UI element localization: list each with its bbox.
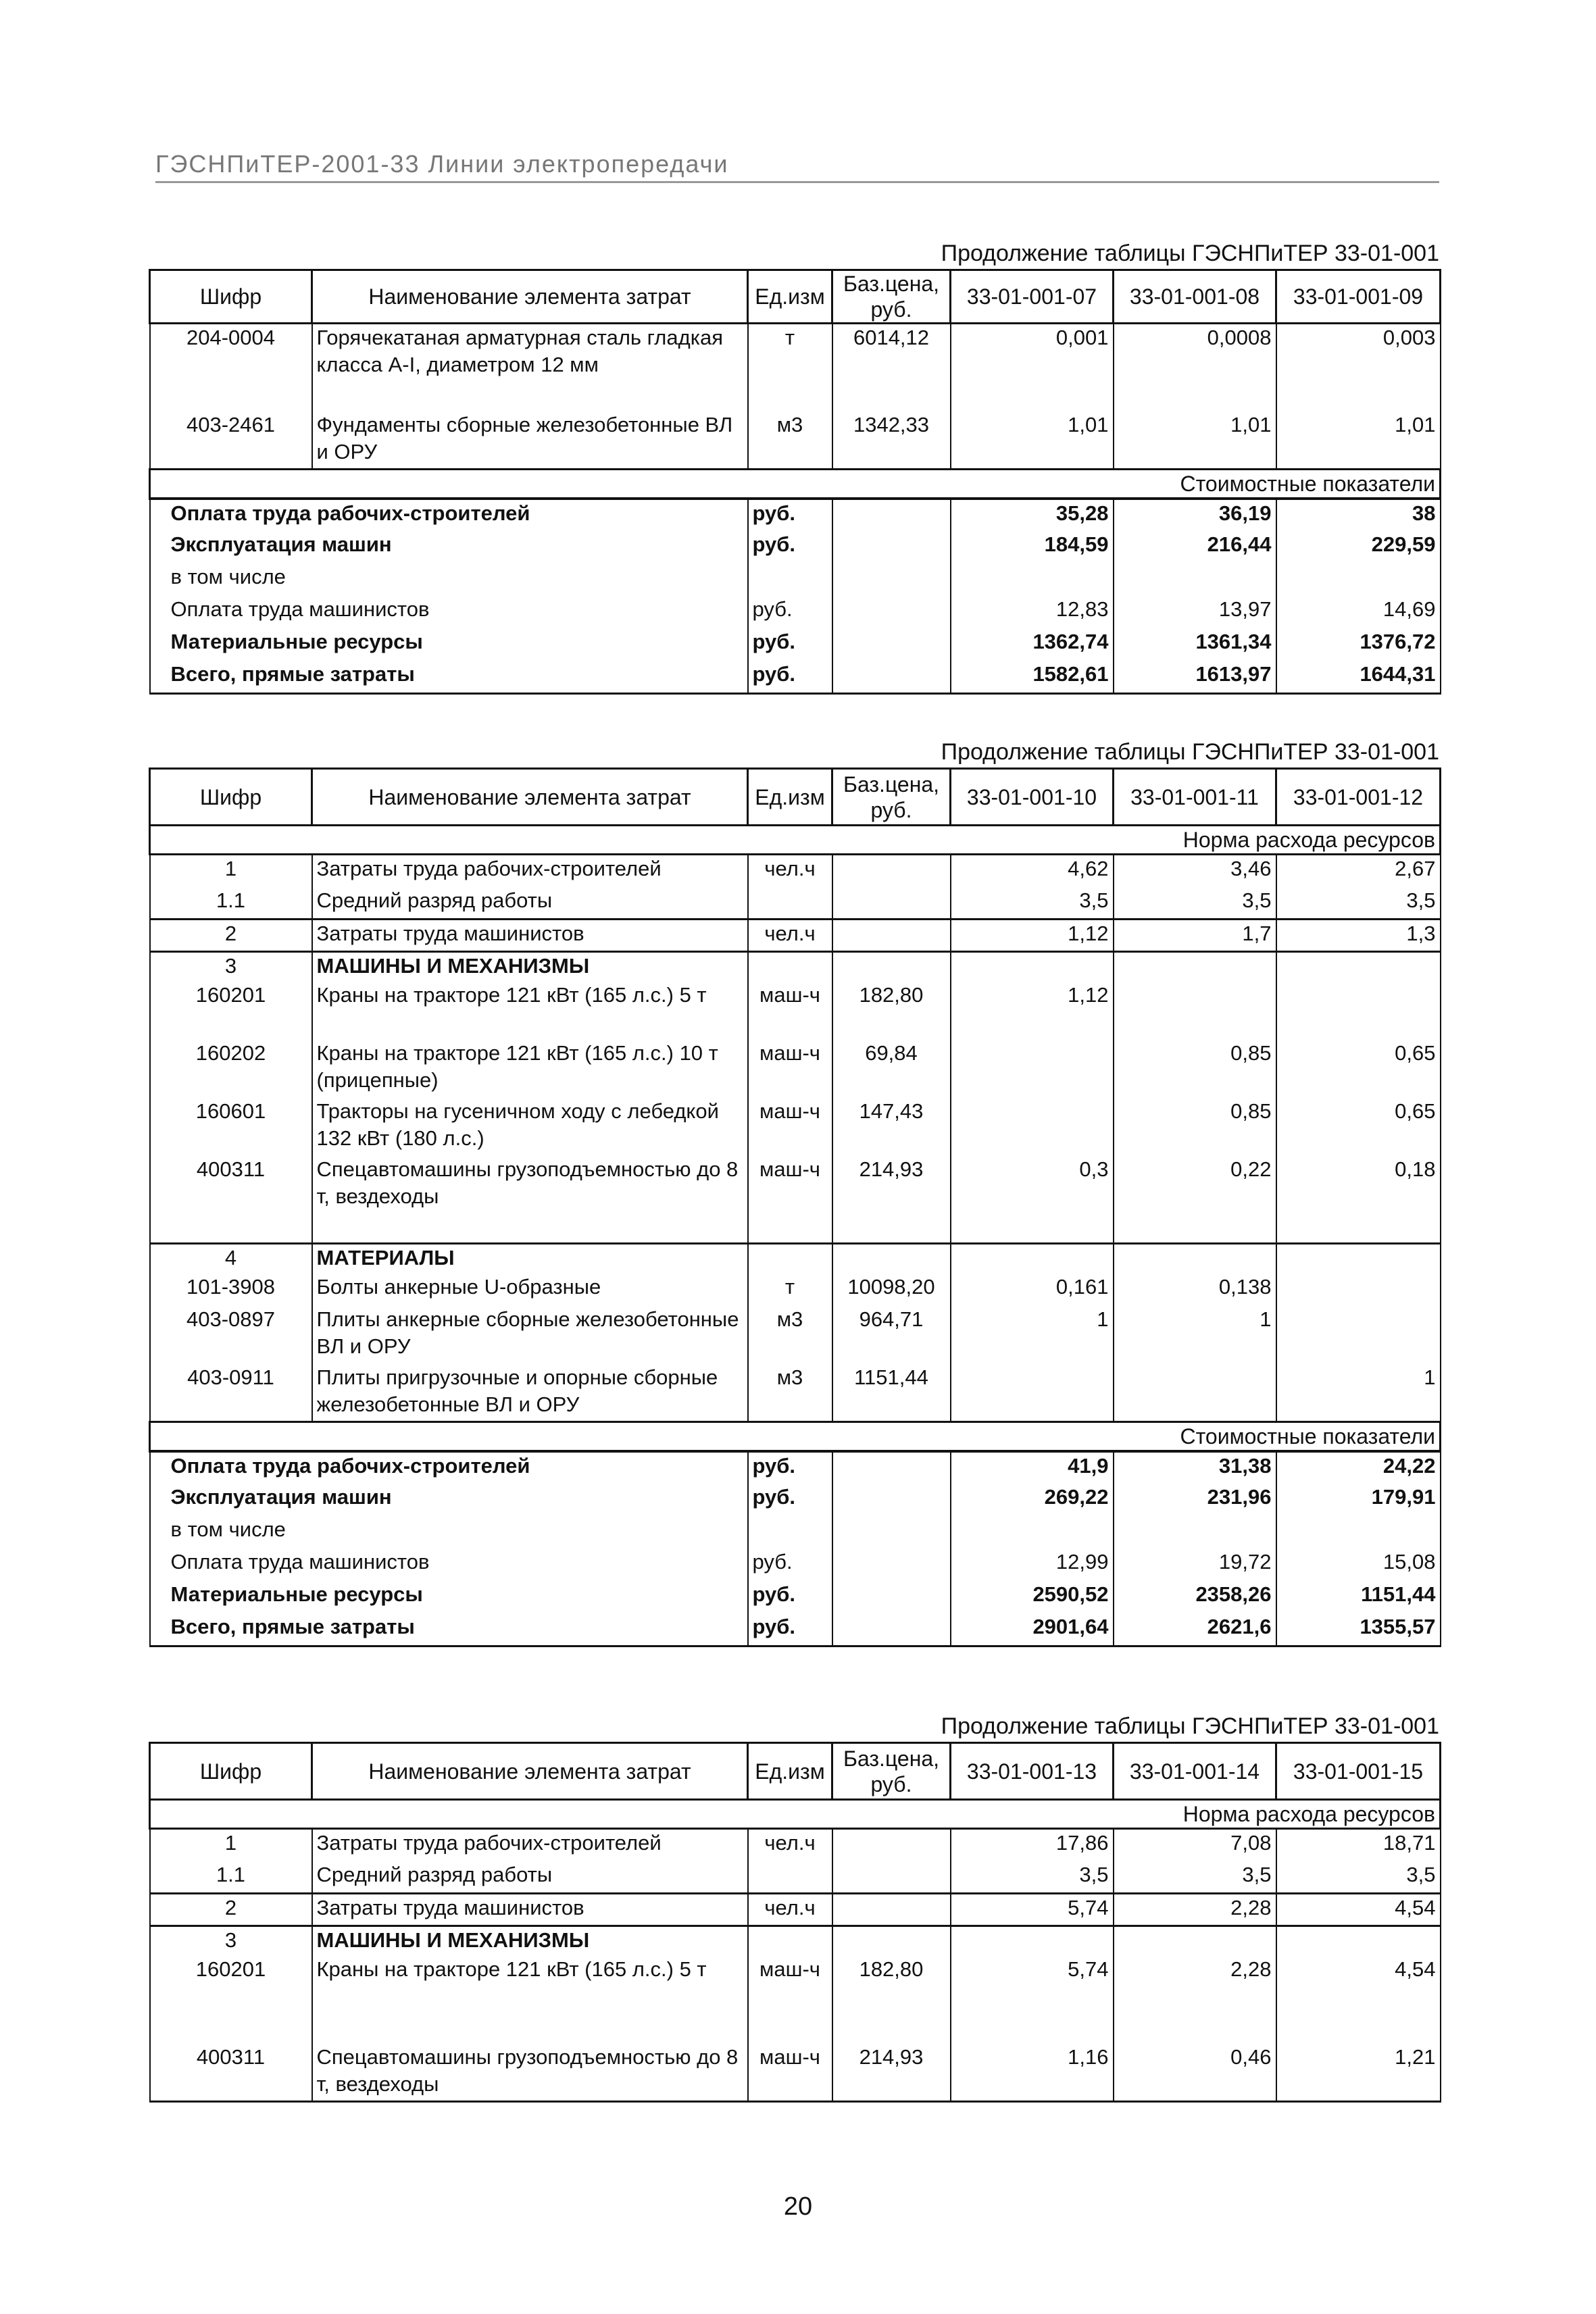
row-unit: т	[748, 1274, 832, 1306]
table-row	[150, 952, 1441, 982]
summary-unit	[748, 1516, 832, 1549]
row-unit: м3	[748, 411, 832, 470]
summary-value-3: 179,91	[1276, 1484, 1441, 1516]
summary-name: Эксплуатация машин	[150, 531, 748, 563]
row-value-1	[951, 952, 1114, 982]
row-price: 6014,12	[832, 324, 951, 411]
header-price: Баз.цена, руб.	[832, 769, 951, 826]
summary-value-2: 1613,97	[1114, 661, 1276, 693]
row-price: 147,43	[832, 1098, 951, 1156]
table-row	[150, 1861, 1441, 1894]
row-value-2	[1114, 982, 1276, 1040]
row-code: 4	[150, 1244, 312, 1274]
summary-value-2	[1114, 563, 1276, 596]
row-value-3: 3,5	[1276, 1861, 1441, 1894]
row-value-2: 1	[1114, 1306, 1276, 1364]
row-unit: маш-ч	[748, 982, 832, 1040]
table-block-3	[149, 1711, 1439, 2103]
row-value-3	[1276, 1274, 1441, 1306]
summary-unit: руб.	[748, 1484, 832, 1516]
summary-price	[832, 499, 951, 531]
row-unit: т	[748, 324, 832, 411]
table-row	[150, 1829, 1441, 1861]
summary-value-1: 41,9	[951, 1451, 1114, 1484]
summary-value-3: 14,69	[1276, 596, 1441, 628]
header-col-2: 33-01-001-11	[1114, 769, 1276, 826]
row-code: 1	[150, 1829, 312, 1861]
summary-name: Материальные ресурсы	[150, 1581, 748, 1613]
summary-value-1	[951, 1516, 1114, 1549]
running-header: ГЭСНПиТЕР-2001-33 Линии электропередачи	[155, 150, 1439, 183]
row-name: МАШИНЫ И МЕХАНИЗМЫ	[312, 1926, 748, 1956]
row-value-3: 0,003	[1276, 324, 1441, 411]
summary-value-2: 1361,34	[1114, 628, 1276, 661]
row-value-3: 0,18	[1276, 1156, 1441, 1244]
summary-value-3: 15,08	[1276, 1549, 1441, 1581]
summary-value-1: 1582,61	[951, 661, 1114, 693]
row-code: 160201	[150, 982, 312, 1040]
header-col-1: 33-01-001-07	[951, 270, 1114, 324]
summary-value-3: 1151,44	[1276, 1581, 1441, 1613]
table-row	[150, 1894, 1441, 1926]
table-row	[150, 982, 1441, 1040]
row-value-3: 4,54	[1276, 1956, 1441, 2044]
summary-unit: руб.	[748, 628, 832, 661]
row-price	[832, 1244, 951, 1274]
header-unit: Ед.изм	[748, 769, 832, 826]
table-row	[150, 411, 1441, 470]
row-code: 160202	[150, 1040, 312, 1098]
summary-value-3: 1355,57	[1276, 1613, 1441, 1646]
row-code: 101-3908	[150, 1274, 312, 1306]
header-name: Наименование элемента затрат	[312, 1743, 748, 1800]
summary-name: Всего, прямые затраты	[150, 661, 748, 693]
table-row	[150, 1098, 1441, 1156]
summary-price	[832, 628, 951, 661]
summary-row	[150, 499, 1441, 531]
table-row	[150, 1956, 1441, 2044]
row-name: Краны на тракторе 121 кВт (165 л.с.) 5 т	[312, 1956, 748, 2044]
summary-unit: руб.	[748, 531, 832, 563]
summary-unit: руб.	[748, 1613, 832, 1646]
table-row	[150, 887, 1441, 920]
row-price: 69,84	[832, 1040, 951, 1098]
row-price: 182,80	[832, 1956, 951, 2044]
row-value-2: 0,22	[1114, 1156, 1276, 1244]
row-value-1: 1,01	[951, 411, 1114, 470]
row-name: Плиты пригрузочные и опорные сборные железобетонные ВЛ и ОРУ	[312, 1364, 748, 1422]
row-value-1	[951, 1926, 1114, 1956]
row-value-2	[1114, 1364, 1276, 1422]
row-name: Затраты труда рабочих-строителей	[312, 855, 748, 887]
row-price	[832, 1926, 951, 1956]
row-unit: чел.ч	[748, 1894, 832, 1926]
row-price: 964,71	[832, 1306, 951, 1364]
summary-price	[832, 1549, 951, 1581]
row-price: 214,93	[832, 1156, 951, 1244]
header-name: Наименование элемента затрат	[312, 769, 748, 826]
row-value-3: 2,67	[1276, 855, 1441, 887]
summary-row	[150, 1613, 1441, 1646]
summary-value-1: 184,59	[951, 531, 1114, 563]
row-value-1: 1,12	[951, 920, 1114, 952]
row-name: Плиты анкерные сборные железобетонные ВЛ и ОРУ	[312, 1306, 748, 1364]
row-name: МАТЕРИАЛЫ	[312, 1244, 748, 1274]
header-col-3: 33-01-001-15	[1276, 1743, 1441, 1800]
row-code: 400311	[150, 2044, 312, 2102]
summary-row	[150, 531, 1441, 563]
summary-price	[832, 563, 951, 596]
row-value-3: 0,65	[1276, 1098, 1441, 1156]
table-row	[150, 324, 1441, 411]
table-block-2	[149, 736, 1439, 1647]
summary-value-2: 231,96	[1114, 1484, 1276, 1516]
summary-value-1: 12,83	[951, 596, 1114, 628]
row-value-1: 0,3	[951, 1156, 1114, 1244]
row-unit: чел.ч	[748, 855, 832, 887]
summary-value-2	[1114, 1516, 1276, 1549]
row-name: Средний разряд работы	[312, 1861, 748, 1894]
row-unit: м3	[748, 1306, 832, 1364]
row-value-3	[1276, 982, 1441, 1040]
row-price: 1151,44	[832, 1364, 951, 1422]
header-col-3: 33-01-001-12	[1276, 769, 1441, 826]
row-value-3: 4,54	[1276, 1894, 1441, 1926]
header-col-3: 33-01-001-09	[1276, 270, 1441, 324]
row-unit: м3	[748, 1364, 832, 1422]
row-price	[832, 1894, 951, 1926]
row-price	[832, 920, 951, 952]
summary-value-3: 229,59	[1276, 531, 1441, 563]
header-col-2: 33-01-001-08	[1114, 270, 1276, 324]
summary-row	[150, 563, 1441, 596]
row-code: 403-2461	[150, 411, 312, 470]
row-value-2: 1,01	[1114, 411, 1276, 470]
row-code: 1.1	[150, 1861, 312, 1894]
row-value-1: 1,16	[951, 2044, 1114, 2102]
summary-price	[832, 531, 951, 563]
row-value-3: 3,5	[1276, 887, 1441, 920]
row-name: Затраты труда рабочих-строителей	[312, 1829, 748, 1861]
row-code: 2	[150, 1894, 312, 1926]
summary-value-2: 2358,26	[1114, 1581, 1276, 1613]
summary-value-1: 2901,64	[951, 1613, 1114, 1646]
summary-row	[150, 596, 1441, 628]
row-value-3: 1,21	[1276, 2044, 1441, 2102]
summary-name: Оплата труда машинистов	[150, 1549, 748, 1581]
row-value-1: 4,62	[951, 855, 1114, 887]
row-value-3: 1	[1276, 1364, 1441, 1422]
row-value-1: 17,86	[951, 1829, 1114, 1861]
row-unit: маш-ч	[748, 1956, 832, 2044]
table-row	[150, 920, 1441, 952]
summary-value-2: 2621,6	[1114, 1613, 1276, 1646]
page-number: 20	[783, 2192, 813, 2221]
row-value-1: 3,5	[951, 887, 1114, 920]
row-name: Краны на тракторе 121 кВт (165 л.с.) 5 т	[312, 982, 748, 1040]
row-unit: маш-ч	[748, 2044, 832, 2102]
summary-row	[150, 661, 1441, 693]
summary-price	[832, 1581, 951, 1613]
header-name: Наименование элемента затрат	[312, 270, 748, 324]
row-code: 3	[150, 952, 312, 982]
resource-table-3	[149, 1742, 1441, 2103]
norm-section-label: Норма расхода ресурсов	[150, 1800, 1441, 1829]
row-price: 1342,33	[832, 411, 951, 470]
row-value-2: 0,85	[1114, 1098, 1276, 1156]
row-value-2	[1114, 1926, 1276, 1956]
header-unit: Ед.изм	[748, 1743, 832, 1800]
row-value-2: 3,5	[1114, 887, 1276, 920]
row-value-1: 0,161	[951, 1274, 1114, 1306]
row-code: 3	[150, 1926, 312, 1956]
summary-value-1: 1362,74	[951, 628, 1114, 661]
summary-unit: руб.	[748, 1581, 832, 1613]
table-caption: Продолжение таблицы ГЭСНПиТЕР 33-01-001	[941, 1713, 1439, 1739]
summary-price	[832, 1484, 951, 1516]
row-unit: маш-ч	[748, 1156, 832, 1244]
summary-name: в том числе	[150, 1516, 748, 1549]
row-name: Болты анкерные U-образные	[312, 1274, 748, 1306]
table-block-1	[149, 238, 1439, 695]
row-price	[832, 1829, 951, 1861]
table-caption: Продолжение таблицы ГЭСНПиТЕР 33-01-001	[941, 241, 1439, 266]
summary-value-3	[1276, 563, 1441, 596]
row-value-1: 1	[951, 1306, 1114, 1364]
summary-name: Оплата труда машинистов	[150, 596, 748, 628]
header-code: Шифр	[150, 270, 312, 324]
row-value-2	[1114, 1244, 1276, 1274]
row-unit: маш-ч	[748, 1040, 832, 1098]
row-value-3	[1276, 1306, 1441, 1364]
summary-name: в том числе	[150, 563, 748, 596]
row-value-2: 0,0008	[1114, 324, 1276, 411]
summary-name: Оплата труда рабочих-строителей	[150, 1451, 748, 1484]
summary-unit	[748, 563, 832, 596]
row-unit	[748, 1926, 832, 1956]
row-name: Средний разряд работы	[312, 887, 748, 920]
row-value-2: 0,85	[1114, 1040, 1276, 1098]
row-unit	[748, 1861, 832, 1894]
table-row	[150, 2044, 1441, 2102]
summary-value-2: 19,72	[1114, 1549, 1276, 1581]
summary-name: Всего, прямые затраты	[150, 1613, 748, 1646]
row-name: Фундаменты сборные железобетонные ВЛ и ОРУ	[312, 411, 748, 470]
row-price	[832, 1861, 951, 1894]
row-value-3	[1276, 1244, 1441, 1274]
row-value-1: 0,001	[951, 324, 1114, 411]
row-value-1: 5,74	[951, 1956, 1114, 2044]
norm-section-label: Норма расхода ресурсов	[150, 826, 1441, 855]
row-value-1	[951, 1244, 1114, 1274]
header-code: Шифр	[150, 769, 312, 826]
row-value-2: 7,08	[1114, 1829, 1276, 1861]
row-name: Затраты труда машинистов	[312, 1894, 748, 1926]
row-unit: чел.ч	[748, 920, 832, 952]
row-value-1: 1,12	[951, 982, 1114, 1040]
summary-value-3: 1376,72	[1276, 628, 1441, 661]
header-col-1: 33-01-001-13	[951, 1743, 1114, 1800]
row-code: 403-0897	[150, 1306, 312, 1364]
row-name: Спецавтомашины грузоподъемностью до 8 т, вездеходы	[312, 1156, 748, 1244]
resource-table-1	[149, 269, 1441, 695]
row-name: Спецавтомашины грузоподъемностью до 8 т, вездеходы	[312, 2044, 748, 2102]
summary-price	[832, 596, 951, 628]
row-unit: маш-ч	[748, 1098, 832, 1156]
summary-value-1: 2590,52	[951, 1581, 1114, 1613]
summary-value-3: 24,22	[1276, 1451, 1441, 1484]
row-value-2	[1114, 952, 1276, 982]
summary-row	[150, 1581, 1441, 1613]
table-row	[150, 1364, 1441, 1422]
summary-row	[150, 1484, 1441, 1516]
summary-name: Эксплуатация машин	[150, 1484, 748, 1516]
summary-price	[832, 1613, 951, 1646]
row-unit	[748, 1244, 832, 1274]
table-row	[150, 1156, 1441, 1244]
summary-unit: руб.	[748, 1451, 832, 1484]
row-unit	[748, 887, 832, 920]
row-value-3	[1276, 952, 1441, 982]
summary-value-2: 13,97	[1114, 596, 1276, 628]
table-row	[150, 1274, 1441, 1306]
summary-unit: руб.	[748, 596, 832, 628]
row-name: Тракторы на гусеничном ходу с лебедкой 132 кВт (180 л.с.)	[312, 1098, 748, 1156]
row-value-3: 1,01	[1276, 411, 1441, 470]
row-unit: чел.ч	[748, 1829, 832, 1861]
row-code: 160201	[150, 1956, 312, 2044]
table-row	[150, 1926, 1441, 1956]
row-value-3: 1,3	[1276, 920, 1441, 952]
row-price: 10098,20	[832, 1274, 951, 1306]
row-price	[832, 887, 951, 920]
summary-row	[150, 1549, 1441, 1581]
summary-value-2: 216,44	[1114, 531, 1276, 563]
summary-price	[832, 1451, 951, 1484]
summary-unit: руб.	[748, 1549, 832, 1581]
summary-row	[150, 628, 1441, 661]
header-price: Баз.цена, руб.	[832, 1743, 951, 1800]
row-value-3: 0,65	[1276, 1040, 1441, 1098]
row-value-1: 3,5	[951, 1861, 1114, 1894]
row-value-1	[951, 1098, 1114, 1156]
row-name: Краны на тракторе 121 кВт (165 л.с.) 10 т (прицепные)	[312, 1040, 748, 1098]
row-value-2: 1,7	[1114, 920, 1276, 952]
header-price: Баз.цена, руб.	[832, 270, 951, 324]
row-code: 403-0911	[150, 1364, 312, 1422]
header-col-1: 33-01-001-10	[951, 769, 1114, 826]
row-value-2: 3,46	[1114, 855, 1276, 887]
cost-section-label: Стоимостные показатели	[150, 470, 1441, 499]
table-row	[150, 1040, 1441, 1098]
cost-section-label: Стоимостные показатели	[150, 1422, 1441, 1452]
row-name: МАШИНЫ И МЕХАНИЗМЫ	[312, 952, 748, 982]
summary-value-3: 38	[1276, 499, 1441, 531]
summary-value-2: 31,38	[1114, 1451, 1276, 1484]
row-value-2: 3,5	[1114, 1861, 1276, 1894]
row-value-2: 0,138	[1114, 1274, 1276, 1306]
header-code: Шифр	[150, 1743, 312, 1800]
row-value-1	[951, 1364, 1114, 1422]
summary-row	[150, 1451, 1441, 1484]
table-row	[150, 1244, 1441, 1274]
summary-unit: руб.	[748, 499, 832, 531]
row-name: Затраты труда машинистов	[312, 920, 748, 952]
summary-value-3	[1276, 1516, 1441, 1549]
row-price	[832, 952, 951, 982]
summary-row	[150, 1516, 1441, 1549]
row-price: 182,80	[832, 982, 951, 1040]
summary-unit: руб.	[748, 661, 832, 693]
row-code: 204-0004	[150, 324, 312, 411]
row-code: 160601	[150, 1098, 312, 1156]
row-code: 2	[150, 920, 312, 952]
row-name: Горячекатаная арматурная сталь гладкая класса А-I, диаметром 12 мм	[312, 324, 748, 411]
summary-name: Оплата труда рабочих-строителей	[150, 499, 748, 531]
summary-value-2: 36,19	[1114, 499, 1276, 531]
header-col-2: 33-01-001-14	[1114, 1743, 1276, 1800]
table-row	[150, 1306, 1441, 1364]
row-value-3: 18,71	[1276, 1829, 1441, 1861]
row-price	[832, 855, 951, 887]
summary-value-1: 35,28	[951, 499, 1114, 531]
summary-value-1: 269,22	[951, 1484, 1114, 1516]
row-code: 400311	[150, 1156, 312, 1244]
row-value-2: 2,28	[1114, 1894, 1276, 1926]
row-value-2: 0,46	[1114, 2044, 1276, 2102]
row-value-2: 2,28	[1114, 1956, 1276, 2044]
row-code: 1.1	[150, 887, 312, 920]
row-code: 1	[150, 855, 312, 887]
summary-value-1: 12,99	[951, 1549, 1114, 1581]
summary-price	[832, 1516, 951, 1549]
header-unit: Ед.изм	[748, 270, 832, 324]
summary-value-3: 1644,31	[1276, 661, 1441, 693]
table-row	[150, 855, 1441, 887]
row-price: 214,93	[832, 2044, 951, 2102]
resource-table-2	[149, 768, 1441, 1647]
summary-name: Материальные ресурсы	[150, 628, 748, 661]
summary-price	[832, 661, 951, 693]
row-value-1	[951, 1040, 1114, 1098]
row-value-1: 5,74	[951, 1894, 1114, 1926]
summary-value-1	[951, 563, 1114, 596]
row-unit	[748, 952, 832, 982]
table-caption: Продолжение таблицы ГЭСНПиТЕР 33-01-001	[941, 739, 1439, 765]
row-value-3	[1276, 1926, 1441, 1956]
